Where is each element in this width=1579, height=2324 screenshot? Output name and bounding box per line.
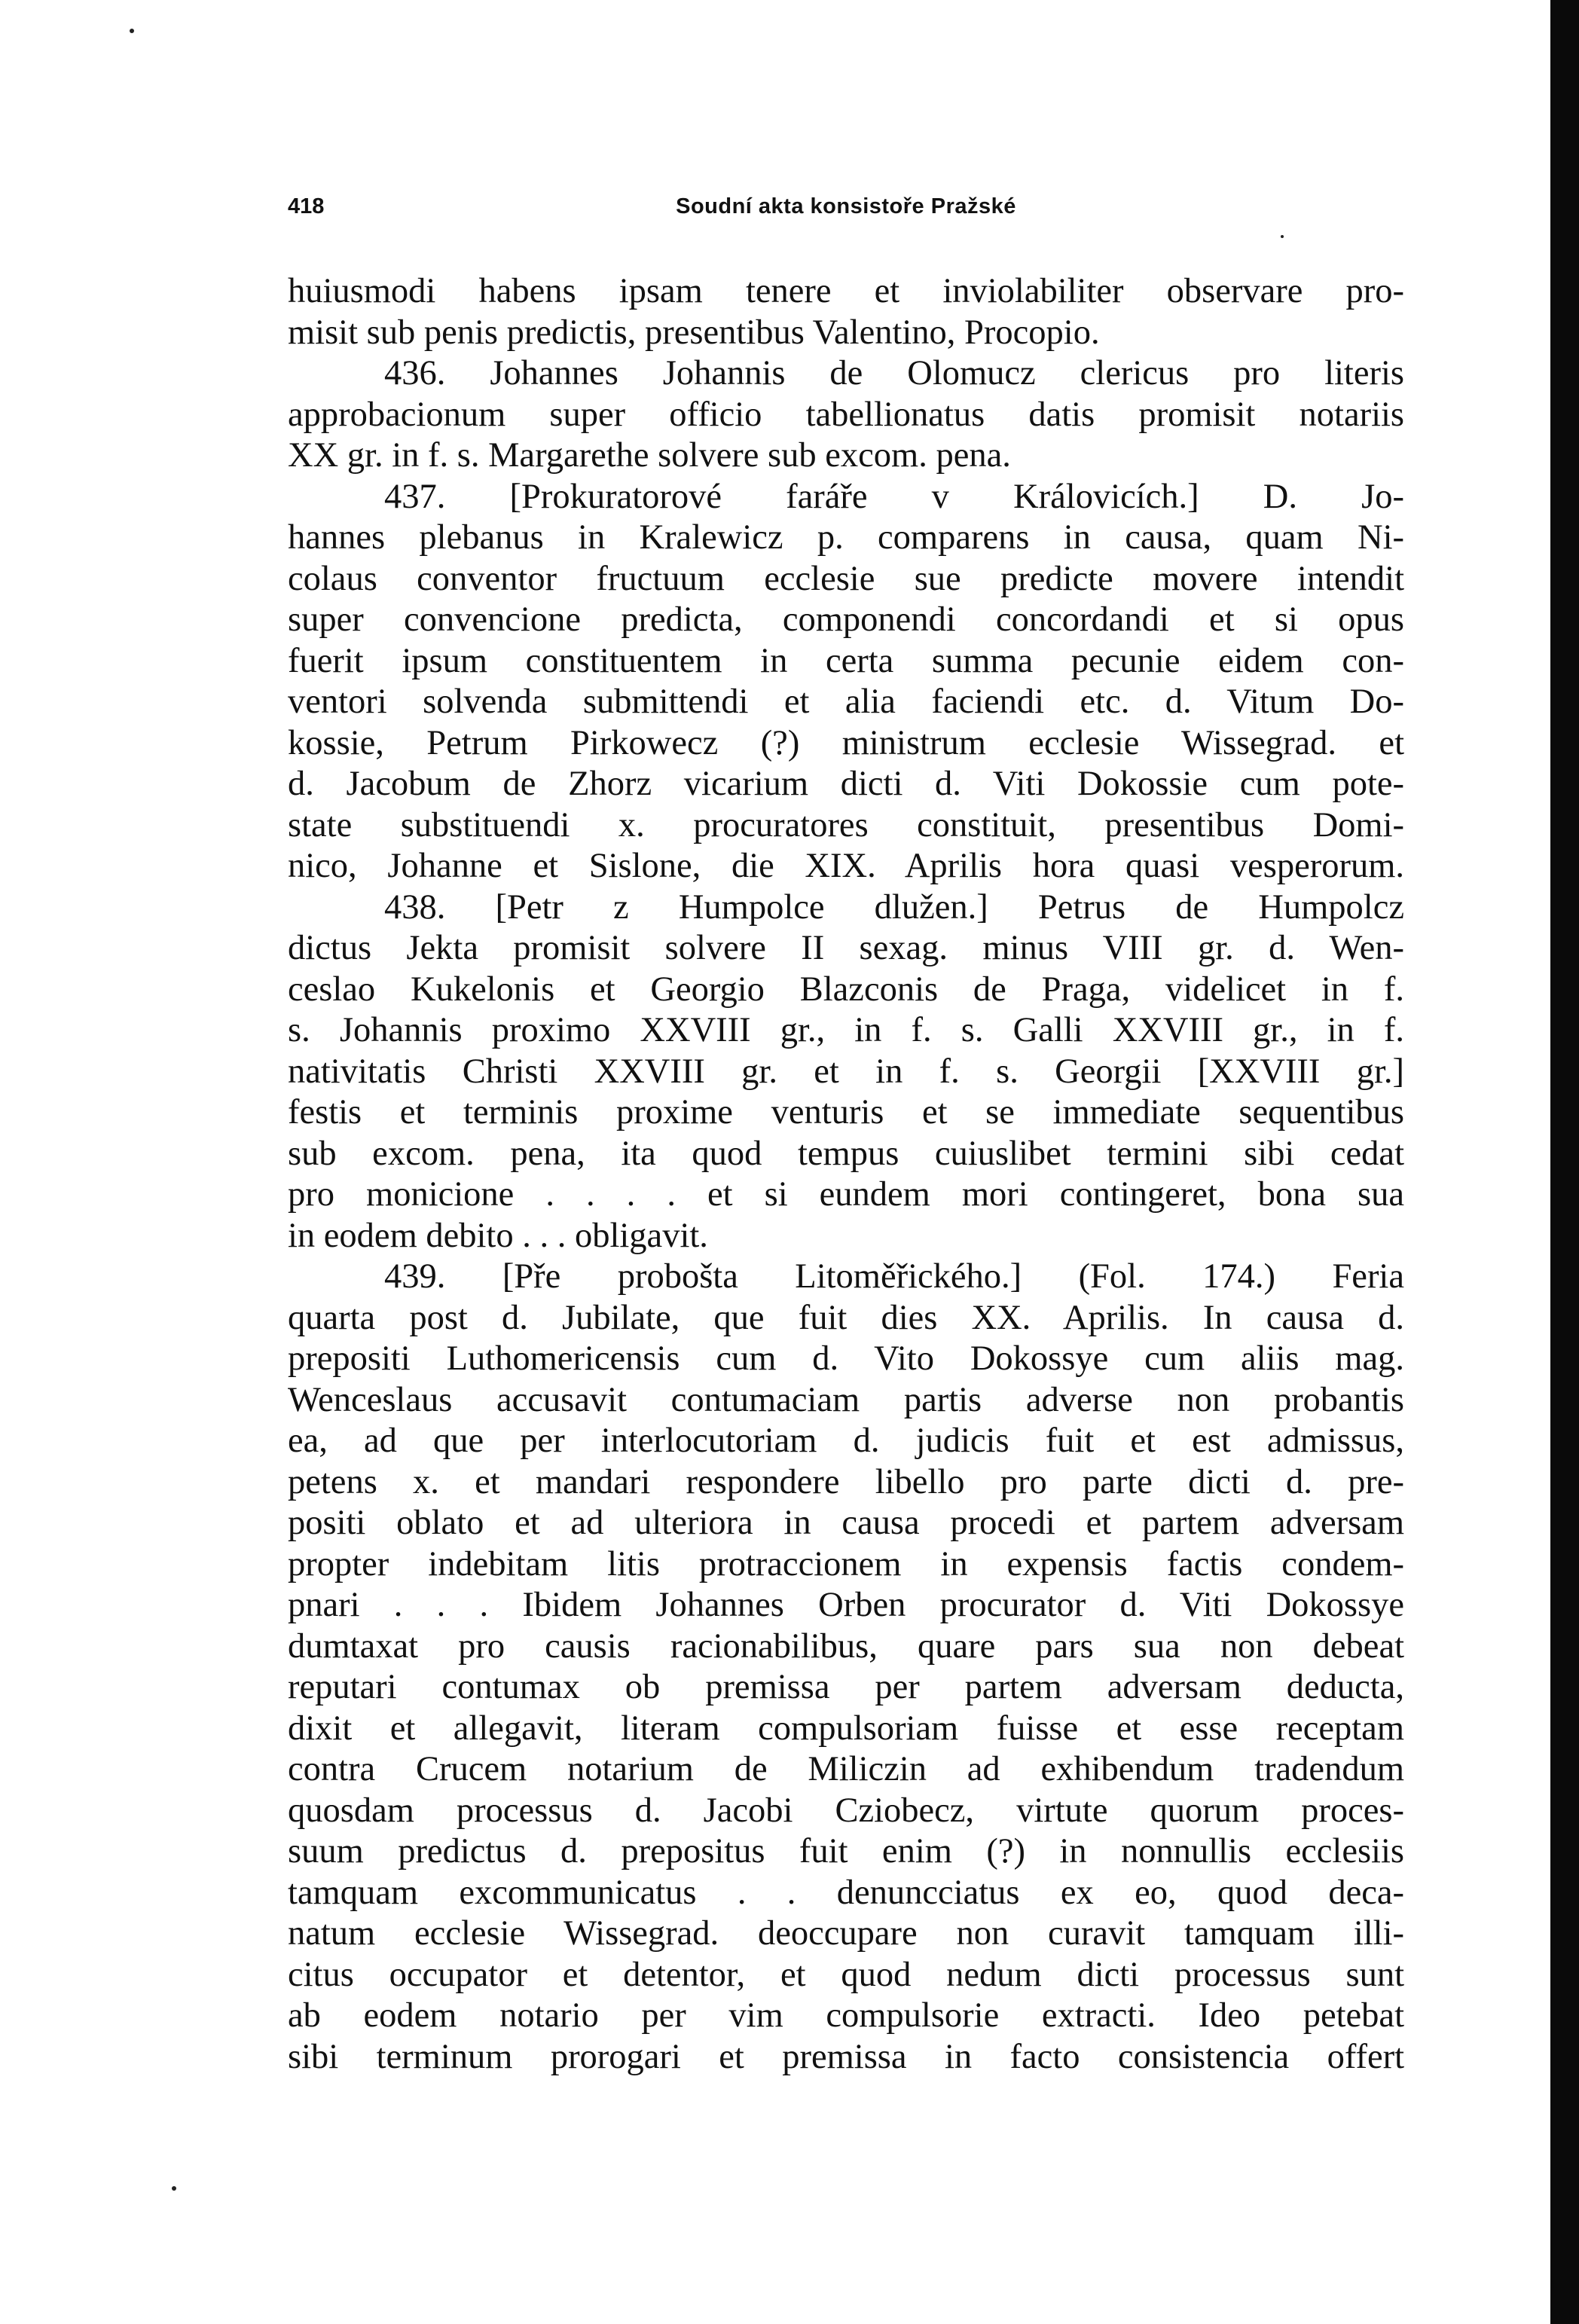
text-line: ventori solvenda submittendi et alia faciendi etc. d. Vitum Do- [288, 683, 1404, 721]
text-line: colaus conventor fructuum ecclesie sue predicte movere intendit [288, 559, 1404, 598]
scan-speck [172, 2186, 176, 2191]
text-line: dictus Jekta promisit solvere II sexag. minus VIII gr. d. Wen- [288, 929, 1404, 967]
text-line: reputari contumax ob premissa per partem adversam deducta, [288, 1668, 1404, 1706]
scan-border [1550, 0, 1579, 2324]
text-line: approbacionum super officio tabellionatus datis promisit notariis [288, 395, 1404, 434]
entry-438-line: 438. [Petr z Humpolce dlužen.] Petrus de Humpolcz [384, 887, 1404, 927]
text-line: fuerit ipsum constituentem in certa summa pecunie eidem con- [288, 641, 1404, 680]
text-line: sub excom. pena, ita quod tempus cuiuslibet termini sibi cedat [288, 1134, 1404, 1173]
text-line: pnari . . . Ibidem Johannes Orben procurator d. Viti Dokossye [288, 1586, 1404, 1624]
text-line: dumtaxat pro causis racionabilibus, quare pars sua non debeat [288, 1626, 1404, 1666]
scan-speck [1281, 235, 1284, 238]
entry-439-line: 439. [Pře probošta Litoměřického.] (Fol. 174.) Feria [384, 1257, 1404, 1296]
text-line: state substituendi x. procuratores constituit, presentibus Domi- [288, 805, 1404, 844]
text-line: positi oblato et ad ulteriora in causa procedi et partem adversam [288, 1504, 1404, 1542]
body-text [288, 271, 1404, 2078]
text-line: in eodem debito . . . obligavit. [288, 1216, 708, 1255]
text-line: prepositi Luthomericensis cum d. Vito Dokossye cum aliis mag. [288, 1339, 1404, 1378]
entry-436-line: 436. Johannes Johannis de Olomucz clericus pro literis [384, 354, 1404, 392]
text-line: nico, Johanne et Sislone, die XIX. Aprilis hora quasi vesperorum. [288, 847, 1404, 885]
page-number: 418 [288, 194, 325, 218]
text-line: hannes plebanus in Kralewicz p. comparens in causa, quam Ni- [288, 518, 1404, 557]
text-line: festis et terminis proxime venturis et se immediate sequentibus [288, 1093, 1404, 1131]
text-line: natum ecclesie Wissegrad. deoccupare non curavit tamquam illi- [288, 1914, 1404, 1953]
text-line: quosdam processus d. Jacobi Cziobecz, virtute quorum proces- [288, 1791, 1404, 1830]
text-line: dixit et allegavit, literam compulsoriam fuisse et esse receptam [288, 1709, 1404, 1748]
text-line: XX gr. in f. s. Margarethe solvere sub excom. pena. [288, 436, 1011, 475]
text-line: citus occupator et detentor, et quod nedum dicti processus sunt [288, 1955, 1404, 1994]
entry-437-line: 437. [Prokuratorové faráře v Královicích.] D. Jo- [384, 477, 1404, 516]
text-line: misit sub penis predictis, presentibus Valentino, Procopio. [288, 313, 1100, 352]
text-line: Wenceslaus accusavit contumaciam partis adverse non probantis [288, 1380, 1404, 1419]
text-line: quarta post d. Jubilate, que fuit dies XX. Aprilis. In causa d. [288, 1298, 1404, 1337]
text-line: nativitatis Christi XXVIII gr. et in f. s. Georgii [XXVIII gr.] [288, 1052, 1404, 1091]
text-line: sibi terminum prorogari et premissa in facto consistencia offert [288, 2037, 1404, 2076]
text-line: pro monicione . . . . et si eundem mori contingeret, bona sua [288, 1175, 1404, 1214]
text-line: super convencione predicta, componendi concordandi et si opus [288, 600, 1404, 639]
text-line: ea, ad que per interlocutoriam d. judicis fuit et est admissus, [288, 1422, 1404, 1460]
scan-speck [130, 29, 134, 33]
text-line: ceslao Kukelonis et Georgio Blazconis de Praga, videlicet in f. [288, 970, 1404, 1009]
text-line: petens x. et mandari respondere libello pro parte dicti d. pre- [288, 1462, 1404, 1501]
running-title: Soudní akta konsistoře Pražské [676, 194, 1016, 218]
text-line: kossie, Petrum Pirkowecz (?) ministrum ecclesie Wissegrad. et [288, 723, 1404, 762]
text-line: contra Crucem notarium de Miliczin ad exhibendum tradendum [288, 1750, 1404, 1788]
text-line: d. Jacobum de Zhorz vicarium dicti d. Viti Dokossie cum pote- [288, 765, 1404, 803]
text-line: suum predictus d. prepositus fuit enim (?) in nonnullis ecclesiis [288, 1832, 1404, 1870]
text-line: s. Johannis proximo XXVIII gr., in f. s. Galli XXVIII gr., in f. [288, 1011, 1404, 1049]
running-head [288, 194, 1404, 228]
text-line: ab eodem notario per vim compulsorie extracti. Ideo petebat [288, 1996, 1404, 2035]
text-line: huiusmodi habens ipsam tenere et inviolabiliter observare pro- [288, 272, 1404, 310]
text-line: tamquam excommunicatus . . denuncciatus ex eo, quod deca- [288, 1873, 1404, 1912]
text-line: propter indebitam litis protraccionem in expensis factis condem- [288, 1544, 1404, 1583]
